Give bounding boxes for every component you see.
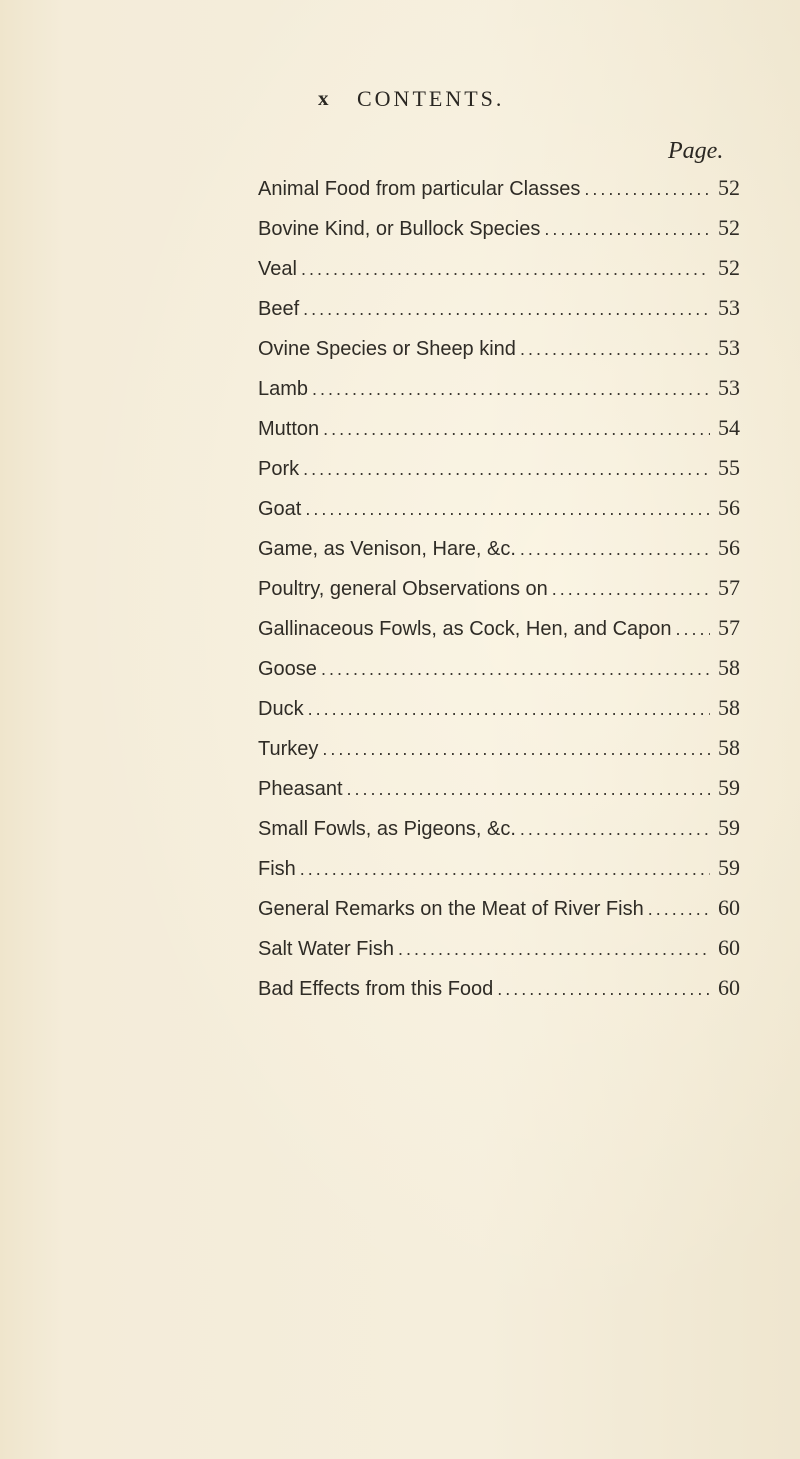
toc-entry-title: Lamb: [258, 378, 309, 400]
toc-entry-page: 60: [718, 895, 740, 920]
toc-entry-title: Salt Water Fish: [258, 938, 394, 960]
toc-entry: [258, 648, 740, 688]
toc-entry-page: 54: [718, 415, 740, 440]
dot-leader: [540, 209, 710, 248]
toc-entry: [258, 208, 740, 248]
dot-leader: [301, 489, 710, 528]
toc-entry-page: 53: [718, 375, 740, 400]
toc-entry: [258, 768, 740, 808]
dot-leader: [516, 809, 710, 848]
dot-leader: [299, 289, 710, 328]
dot-leader: [296, 849, 710, 888]
toc-entry: [258, 448, 740, 488]
toc-entry: [258, 928, 740, 968]
toc-entry-page: 60: [718, 975, 740, 1000]
toc-entry-page: 53: [718, 295, 740, 320]
dot-leader: [317, 649, 710, 688]
toc-entry-page: 58: [718, 695, 740, 720]
dot-leader: [493, 969, 710, 1008]
toc-entry: [258, 248, 740, 288]
toc-entry-page: 55: [718, 455, 740, 480]
contents-list: [258, 168, 740, 1008]
page-column-label: Page.: [668, 138, 724, 164]
toc-entry: [258, 888, 740, 928]
toc-entry: [258, 288, 740, 328]
dot-leader: [299, 449, 710, 488]
toc-entry-page: 58: [718, 735, 740, 760]
toc-entry-page: 60: [718, 935, 740, 960]
toc-entry-title: Pork: [258, 458, 300, 480]
toc-entry-title: Bovine Kind, or Bullock Species: [258, 218, 541, 240]
dot-leader: [548, 569, 710, 608]
dot-leader: [672, 609, 710, 648]
toc-entry-page: 52: [718, 255, 740, 280]
dot-leader: [308, 369, 710, 408]
toc-entry-page: 57: [718, 615, 740, 640]
dot-leader: [516, 329, 710, 368]
dot-leader: [394, 929, 710, 968]
toc-entry-title: Ovine Species or Sheep kind: [258, 338, 516, 360]
toc-entry-title: Pheasant: [258, 778, 343, 800]
dot-leader: [318, 729, 710, 768]
toc-entry-title: Duck: [258, 698, 304, 720]
running-head: CONTENTS.: [357, 86, 505, 111]
toc-entry-title: Goose: [258, 658, 317, 680]
toc-entry: [258, 688, 740, 728]
page-header: [0, 86, 800, 116]
toc-entry-title: Gallinaceous Fowls, as Cock, Hen, and Capon: [258, 618, 672, 640]
toc-entry-title: Small Fowls, as Pigeons, &c.: [258, 818, 516, 840]
dot-leader: [343, 769, 710, 808]
toc-entry: [258, 968, 740, 1008]
toc-entry-page: 57: [718, 575, 740, 600]
toc-entry-title: Goat: [258, 498, 302, 520]
toc-entry-page: 56: [718, 495, 740, 520]
toc-entry-page: 58: [718, 655, 740, 680]
dot-leader: [319, 409, 710, 448]
toc-entry: [258, 408, 740, 448]
toc-entry-title: Mutton: [258, 418, 320, 440]
toc-entry: [258, 168, 740, 208]
toc-entry: [258, 368, 740, 408]
toc-entry-title: Poultry, general Observations on: [258, 578, 548, 600]
toc-entry-page: 59: [718, 855, 740, 880]
toc-entry: [258, 848, 740, 888]
toc-entry: [258, 728, 740, 768]
toc-entry: [258, 528, 740, 568]
toc-entry-page: 59: [718, 775, 740, 800]
toc-entry-title: Bad Effects from this Food: [258, 978, 494, 1000]
toc-entry: [258, 808, 740, 848]
toc-entry-page: 56: [718, 535, 740, 560]
dot-leader: [580, 169, 710, 208]
toc-entry-title: General Remarks on the Meat of River Fish: [258, 898, 644, 920]
page-folio: x: [318, 86, 329, 110]
dot-leader: [516, 529, 710, 568]
toc-entry-page: 52: [718, 175, 740, 200]
toc-entry: [258, 568, 740, 608]
toc-entry-title: Turkey: [258, 738, 319, 760]
toc-entry-title: Game, as Venison, Hare, &c.: [258, 538, 516, 560]
toc-entry: [258, 608, 740, 648]
dot-leader: [297, 249, 710, 288]
toc-entry-title: Animal Food from particular Classes: [258, 178, 581, 200]
toc-entry-page: 53: [718, 335, 740, 360]
toc-entry-title: Veal: [258, 258, 297, 280]
toc-entry: [258, 328, 740, 368]
dot-leader: [644, 889, 710, 928]
toc-entry-page: 59: [718, 815, 740, 840]
dot-leader: [304, 689, 710, 728]
toc-entry: [258, 488, 740, 528]
toc-entry-title: Fish: [258, 858, 296, 880]
toc-entry-title: Beef: [258, 298, 300, 320]
toc-entry-page: 52: [718, 215, 740, 240]
